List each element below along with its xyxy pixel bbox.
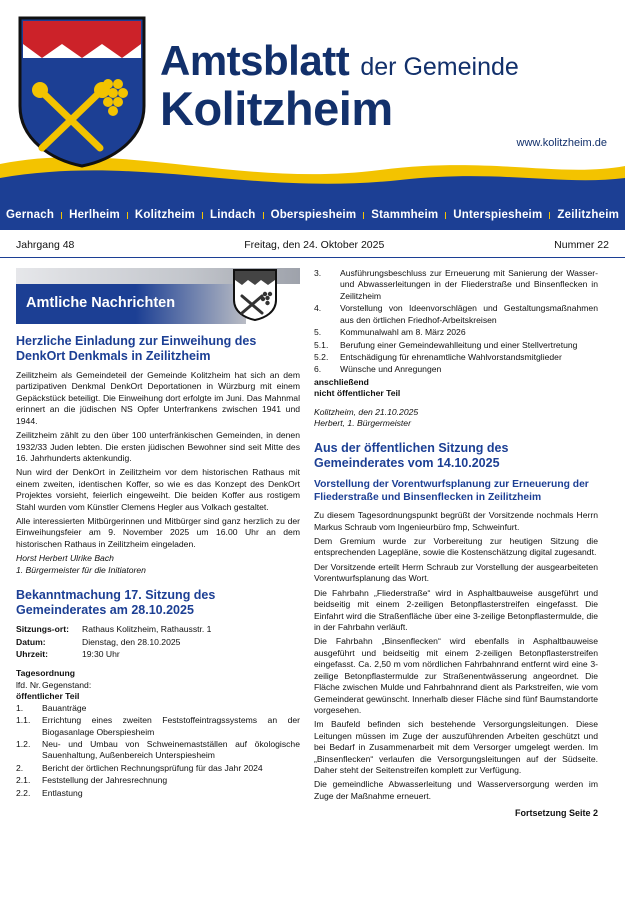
towns-bar xyxy=(0,200,625,230)
agenda-item-text: Berufung einer Gemeindewahlleitung und einer Stellvertretung xyxy=(340,339,578,350)
meeting-detail-row xyxy=(16,624,300,635)
agenda-item xyxy=(314,327,598,338)
agenda-item xyxy=(314,268,598,302)
article-paragraph: Nun wird der DenkOrt in Zeilitzheim vor dem historischen Rathaus mit einem zweiten, identischen Koffer, so wie es das Konzept des DenkOrt Projektes vorsieht, feierlich eingeweiht. Die beiden Koffer aus rostigem Stahl wurden vom Künstler Clemens Hegler aus Volkach gestaltet. xyxy=(16,467,300,512)
diamond-separator-icon xyxy=(61,212,62,219)
meeting-detail-row xyxy=(16,649,300,660)
diamond-separator-icon xyxy=(445,212,446,219)
masthead xyxy=(0,0,625,200)
article-headline: Aus der öffentlichen Sitzung des Gemeinderates vom 14.10.2025 xyxy=(314,441,509,471)
agenda-item-number: 1. xyxy=(16,702,24,713)
article-headline: Herzliche Einladung zur Einweihung des DenkOrt Denkmals in Zeilitzheim xyxy=(16,334,257,363)
agenda-item-text: Entschädigung für ehrenamtliche Wahlvorstandsmitglieder xyxy=(340,351,562,362)
meeting-detail-value: Dienstag, den 28.10.2025 xyxy=(82,636,181,647)
agenda-item-text: Entlastung xyxy=(42,787,83,798)
masthead-website[interactable]: www.kolitzheim.de xyxy=(516,137,607,150)
article-signature: Herbert, 1. Bürgermeister xyxy=(314,418,411,429)
agenda-header-subject: Gegenstand: xyxy=(42,679,92,690)
agenda-header-number: lfd. Nr. xyxy=(16,679,41,690)
agenda-item-number: 2. xyxy=(16,762,24,773)
article-headline: Bekanntmachung 17. Sitzung des Gemeinderates am 28.10.2025 xyxy=(16,588,216,618)
town-name: Oberspiesheim xyxy=(270,209,357,221)
article-paragraph: Alle interessierten Mitbürgerinnen und Mitbürger sind ganz herzlich zu der Einweihungsfeier am 9. November 2025 um 16.00 Uhr an dem historischen Rathaus in Zeilitzheim eingeladen. xyxy=(16,516,300,549)
article-subheadline: Vorstellung der Vorentwurfsplanung zur Erneuerung der Fliederstraße und Binsenflecken in Zeilitzheim xyxy=(314,479,589,504)
right-column xyxy=(314,268,598,820)
section-banner-amtliche-nachrichten xyxy=(16,268,300,324)
meeting-detail-key: Sitzungs-ort: xyxy=(16,624,69,635)
continuation-note: Fortsetzung Seite 2 xyxy=(514,808,598,819)
meeting-detail-value: Rathaus Kolitzheim, Rathausstr. 1 xyxy=(82,624,212,635)
article-paragraph: Die Fahrbahn „Fliederstraße“ wird in Asphaltbauweise ausgeführt und beidseitig mit einem 2-zeiligen Betonpflasterstreifen eingefasst. Die Einfahrt wird die Straßenfläche über eine 3-zeilige Betonpflastermulde, die in der Fahrbahn verläuft. xyxy=(314,587,598,632)
meeting-detail-value: 19:30 Uhr xyxy=(82,649,120,660)
agenda-section-label: öffentlicher Teil xyxy=(16,691,80,702)
meeting-detail-row xyxy=(16,637,300,648)
article-paragraph: Zeilitzheim als Gemeindeteil der Gemeinde Kolitzheim hat sich an dem partizipativen Denkmal DenkOrt Deportationen in Würzburg mit einem Gepäckstück beteiligt. Die Einweihung dort erfolgte im Juni. Das Mahnmal erinnert an die jüdischen NS Opfer Unterfrankens zwischen 1941 und 1944. xyxy=(16,370,300,426)
diamond-separator-icon xyxy=(263,212,264,219)
article-paragraph: Zu diesem Tagesordnungspunkt begrüßt der Vorsitzende nochmals Herrn Markus Schraub vom Ingenieurbüro fmp, Schweinfurt. xyxy=(314,510,598,532)
agenda-after-label: anschließend xyxy=(314,376,369,387)
agenda-item-number: 1.2. xyxy=(16,738,31,749)
section-banner-label: Amtliche Nachrichten xyxy=(26,295,176,311)
town-name: Kolitzheim xyxy=(134,209,196,221)
article-paragraph: Der Vorsitzende erteilt Herrn Schraub zur Vorstellung der ausgearbeiteten Vorentwurfsplanung das Wort. xyxy=(314,561,598,584)
agenda-item-number: 2.1. xyxy=(16,775,31,786)
agenda-item-text: Kommunalwahl am 8. März 2026 xyxy=(340,327,466,338)
town-name: Zeilitzheim xyxy=(557,209,620,221)
diamond-separator-icon xyxy=(127,212,128,219)
masthead-title-place: Kolitzheim xyxy=(160,82,393,135)
agenda-item-number: 2.2. xyxy=(16,787,31,798)
agenda-nonpublic-label: nicht öffentlicher Teil xyxy=(314,388,401,399)
agenda-item-text: Vorstellung von Ideenvorschlägen und Gestaltungsmaßnahmen aus den örtlichen Friedhof-Arbeitskreisen xyxy=(340,303,598,325)
town-name: Lindach xyxy=(210,209,256,221)
agenda-item xyxy=(16,763,300,774)
town-name: Stammheim xyxy=(371,209,439,221)
agenda-item xyxy=(16,775,300,786)
content-area xyxy=(0,258,625,820)
agenda-item-text: Bauanträge xyxy=(42,702,87,713)
article-paragraph: Die gemeindliche Abwasserleitung und Wasserversorgung werden im Zuge der Maßnahme erneuert. xyxy=(314,779,598,801)
coat-of-arms-small xyxy=(232,268,278,322)
agenda-item-text: Bericht der örtlichen Rechnungsprüfung für das Jahr 2024 xyxy=(42,762,263,773)
masthead-title-suffix: der Gemeinde xyxy=(360,53,519,81)
town-name: Gernach xyxy=(5,209,55,221)
agenda-item xyxy=(314,364,598,375)
agenda-item xyxy=(314,340,598,351)
agenda-item xyxy=(314,352,598,363)
meeting-detail-key: Datum: xyxy=(16,636,46,647)
agenda-item-number: 4. xyxy=(314,303,322,314)
article-paragraph: Dem Gremium wurde zur Vorbereitung zur heutigen Sitzung die entsprechenden Lagepläne, sowie die Kostenschätzung digital zugesandt. xyxy=(314,536,598,558)
agenda-item-text: Errichtung eines zweiten Feststoffeintragssystems an der Biogasanlage Oberspiesheim xyxy=(42,715,300,737)
article-signature: 1. Bürgermeister für die Initiatoren xyxy=(16,564,146,575)
coat-of-arms-kolitzheim xyxy=(16,14,148,170)
masthead-title-main: Amtsblatt xyxy=(160,37,350,84)
agenda-header xyxy=(16,680,300,691)
article-paragraph: Die Fahrbahn „Binsenflecken“ wird ebenfalls in Asphaltbauweise ausgeführt und beidseitig mit einem 2-zeiligen Betonpflasterstreifen eingefasst. Ca. 2,50 m vom nördlichen Fahrbahnrand entfernt wird eine 3-zeilige Betonpflastermulde zur Straßenentwässerung angeordnet. Die Fläche zwischen Mulde und Fahrbahnrand dient als Parkstreifen, wie vom Gemeinderat gewünscht. Innerhalb dieser Fläche sind fünf Baumstandorte vorgesehen. xyxy=(314,636,598,715)
agenda-item-number: 1.1. xyxy=(16,715,31,726)
agenda-item-number: 6. xyxy=(314,364,322,375)
town-name: Unterspiesheim xyxy=(453,209,543,221)
article-paragraph: Zeilitzheim zählt zu den über 100 unterfränkischen Gemeinden, in denen 1932/33 Juden lebten. Die ersten jüdischen Bewohner sind seit Mitte des 16. Jahrhunderts aktenkundig. xyxy=(16,430,300,463)
issue-date: Freitag, den 24. Oktober 2025 xyxy=(244,239,385,251)
article-signature: Horst Herbert Ulrike Bach xyxy=(16,553,114,564)
meeting-detail-key: Uhrzeit: xyxy=(16,649,48,660)
left-column xyxy=(16,268,300,820)
agenda-item-text: Feststellung der Jahresrechnung xyxy=(42,775,168,786)
diamond-separator-icon xyxy=(363,212,364,219)
agenda-item-number: 5.2. xyxy=(314,351,329,362)
diamond-separator-icon xyxy=(202,212,203,219)
agenda-item-text: Wünsche und Anregungen xyxy=(340,364,442,375)
town-name: Herlheim xyxy=(69,209,120,221)
agenda-item-text: Ausführungsbeschluss zur Erneuerung mit Sanierung der Wasser- und Abwasserleitungen in der Fliederstraße und Binsenflecken in Zeilitzheim xyxy=(340,268,598,301)
agenda-item xyxy=(16,715,300,738)
diamond-separator-icon xyxy=(549,212,550,219)
agenda-item-text: Neu- und Umbau von Schweinemastställen auf ökologische Sauenhaltung, Außenbereich Unterspiesheim xyxy=(42,738,300,761)
issue-volume: Jahrgang 48 xyxy=(16,239,75,251)
agenda-item xyxy=(16,703,300,714)
agenda-item-number: 5.1. xyxy=(314,339,329,350)
agenda-item xyxy=(16,739,300,762)
issue-number: Nummer 22 xyxy=(554,239,609,251)
agenda-item xyxy=(314,303,598,326)
article-signature: Kolitzheim, den 21.10.2025 xyxy=(314,406,419,417)
article-paragraph: Im Baufeld befinden sich bestehende Versorgungsleitungen. Diese Leitungen müssen im Zuge der auszuführenden Arbeiten geschützt und bei Bedarf in Zusammenarbeit mit dem Versorger umgelegt werden. Im „Binsenflecken“ verlaufen die Versorgungsleitungen auf der Südseite. Daher steht der Seitenstreifen komplett zur Verfügung. xyxy=(314,719,598,776)
masthead-title xyxy=(160,37,609,150)
agenda-item xyxy=(16,788,300,799)
agenda-title: Tagesordnung xyxy=(16,668,76,679)
agenda-item-number: 3. xyxy=(314,268,322,278)
agenda-item-number: 5. xyxy=(314,327,322,338)
issue-line xyxy=(0,230,625,258)
